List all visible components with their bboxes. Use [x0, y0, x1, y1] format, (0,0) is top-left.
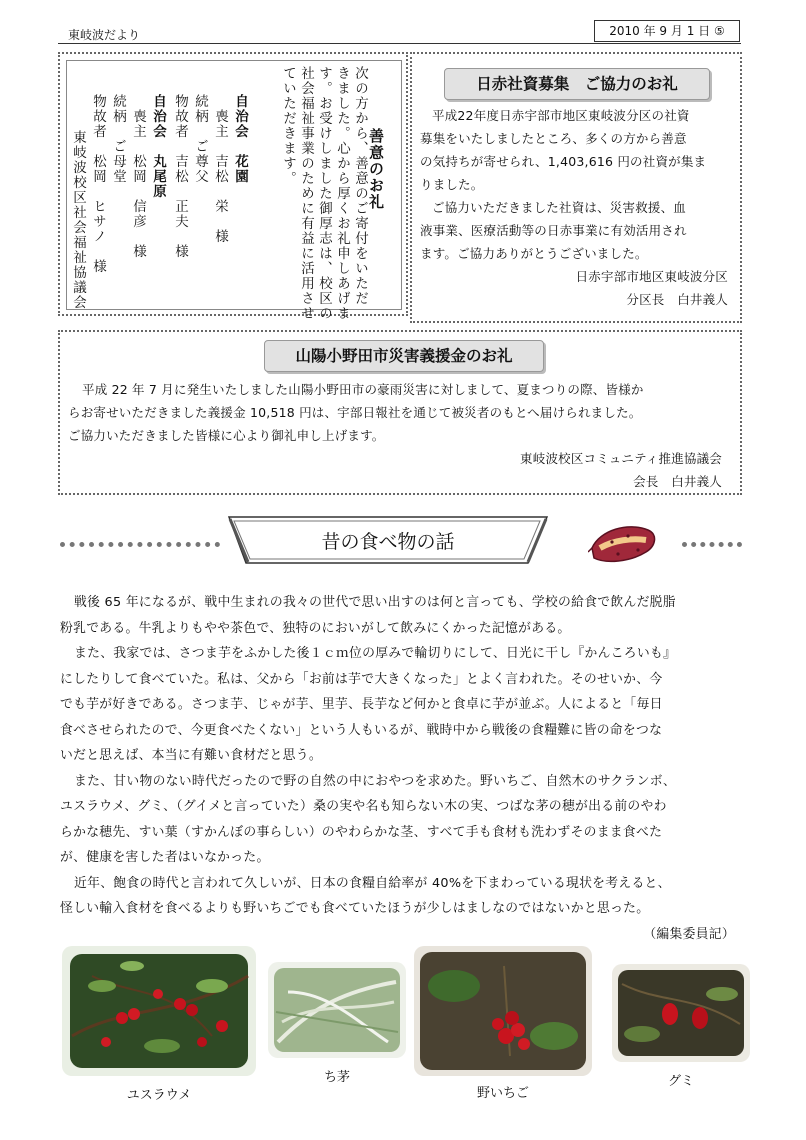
- zenni-heading: 善意のお礼: [367, 128, 385, 211]
- zenni-body-line: 社会福祉事業のために有益に活用させ: [298, 66, 314, 321]
- donor-line: 続柄 ご母堂: [110, 94, 126, 184]
- redcross-line: りました。: [420, 177, 484, 192]
- donor-line: 自治会 花園: [232, 94, 248, 184]
- photo-caption: ち茅: [323, 1070, 350, 1085]
- title-dots-left: [60, 542, 220, 547]
- zenni-signature: 東岐波校区社会福祉協議会: [70, 130, 86, 310]
- yusuraume-photo: [62, 946, 256, 1076]
- article-line: でも芋が好きである。さつま芋、じゃが芋、里芋、長芋など何かと食卓に芋が並ぶ。人によると「毎日: [60, 697, 663, 712]
- donor-line: 自治会 丸尾原: [150, 94, 166, 199]
- photo-caption: 野いちご: [476, 1086, 529, 1101]
- article-body: [60, 590, 743, 947]
- title-dots-right: [682, 542, 742, 547]
- article-line: また、甘い物のない時代だったので野の自然の中におやつを求めた。野いちご、自然木のサクランボ、: [74, 773, 676, 789]
- disaster-line: らお寄せいただきました義援金 10,518 円は、宇部日報社を通じて被災者のもとへ届けられました。: [68, 405, 642, 420]
- article-line: 粉乳である。牛乳よりもやや茶色で、独特のにおいがして飲みにくかった記憶がある。: [60, 620, 571, 636]
- disaster-text: [68, 378, 736, 493]
- redcross-line: 平成22年度日赤宇部市地区東岐波分区の社資: [432, 108, 690, 123]
- article-line: いだと思えば、本当に有難い食材だと思う。: [60, 748, 322, 763]
- article-line: 怪しい輸入食材を食べるよりも野いちごでも食べていたほうが少しはましなのではないかと思った。: [60, 901, 650, 916]
- article-line: 食べさせられたので、今更食べたくない」という人もいるが、戦時中から戦後の食糧難に皆の命をつな: [60, 722, 663, 738]
- redcross-banner: 日赤社資募集 ご協力のお礼: [444, 68, 710, 100]
- sweet-potato-icon: [588, 518, 660, 568]
- article-line: が、健康を害した者はいなかった。: [60, 850, 270, 865]
- article-line: 近年、飽食の時代と言われて久しいが、日本の食糧自給率が 40%を下まわっている現状を考えると、: [74, 875, 671, 891]
- redcross-org: 日赤宇部市地区東岐波分区: [575, 269, 728, 284]
- newsletter-title: 東岐波だより: [68, 28, 141, 42]
- donor-line: 喪主 松岡 信彦 様: [130, 94, 146, 259]
- zenni-body-line: きました。心から厚くお礼申しあげま: [334, 66, 350, 321]
- donor-line: 物故者 松岡 ヒサノ 様: [90, 94, 106, 274]
- article-line: らかな穂先、すい葉（すかんぼの事らしい）のやわらかな茎、すべて手も食材も洗わずそのまま食べた: [60, 824, 663, 840]
- disaster-line: ご協力いただきました皆様に心より御礼申し上げます。: [68, 428, 385, 443]
- redcross-line: 液事業、医療活動等の日赤事業に有効活用され: [420, 223, 687, 238]
- article-credit: （編集委員記）: [643, 926, 735, 942]
- photo-caption: ユスラウメ: [126, 1088, 192, 1103]
- disaster-person: 会長 白井義人: [633, 474, 722, 489]
- disaster-org: 東岐波校区コミュニティ推進協議会: [520, 451, 722, 466]
- donor-line: 喪主 吉松 栄 様: [212, 94, 228, 244]
- article-line: にしたりして食べていた。私は、父から「お前は芋で大きくなった」とよく言われた。そのせいか、今: [60, 671, 663, 687]
- redcross-person: 分区長 白井義人: [626, 292, 728, 307]
- article-line: また、我家では、さつま芋をふかした後１ｃｍ位の厚みで輪切りにして、日光に干し『かんころいも』: [74, 646, 677, 661]
- disaster-banner: 山陽小野田市災害義援金のお礼: [264, 340, 544, 372]
- issue-date: 2010 年 9 月 1 日 ⑤: [594, 20, 740, 42]
- photo-caption: グミ: [667, 1074, 694, 1089]
- wild-strawberry-photo: [414, 946, 592, 1076]
- zenni-body-line: す。お受けしました御厚志は、校区の: [316, 66, 332, 321]
- redcross-text: [420, 104, 738, 311]
- zenni-body-line: 次の方から、善意のご寄付をいただ: [352, 66, 368, 306]
- redcross-line: 募集をいたしましたところ、多くの方から善意: [420, 131, 687, 146]
- disaster-line: 平成 22 年 7 月に発生いたしました山陽小野田市の豪雨災害に対しまして、夏まつりの際、皆様か: [82, 382, 644, 397]
- header-rule: [58, 43, 741, 44]
- article-title: 昔の食べ物の話: [321, 531, 455, 553]
- redcross-line: の気持ちが寄せられ、1,403,616 円の社資が集ま: [420, 154, 707, 169]
- chigaya-photo: [268, 962, 406, 1058]
- redcross-line: ご協力いただきました社資は、災害救援、血: [432, 200, 687, 215]
- gumi-photo: [612, 964, 750, 1062]
- article-line: 戦後 65 年になるが、戦中生まれの我々の世代で思い出すのは何と言っても、学校の給食で飲んだ脱脂: [74, 595, 676, 610]
- donor-line: 物故者 吉松 正夫 様: [172, 94, 188, 259]
- zenni-body-line: ていただきます。: [280, 66, 296, 186]
- donor-line: 続柄 ご尊父: [192, 94, 208, 184]
- article-line: ユスラウメ、グミ、（グイメと言っていた）桑の実や名も知らない木の実、つばな茅の穂が出る前のやわ: [60, 799, 667, 814]
- redcross-line: ます。ご協力ありがとうございました。: [420, 246, 648, 261]
